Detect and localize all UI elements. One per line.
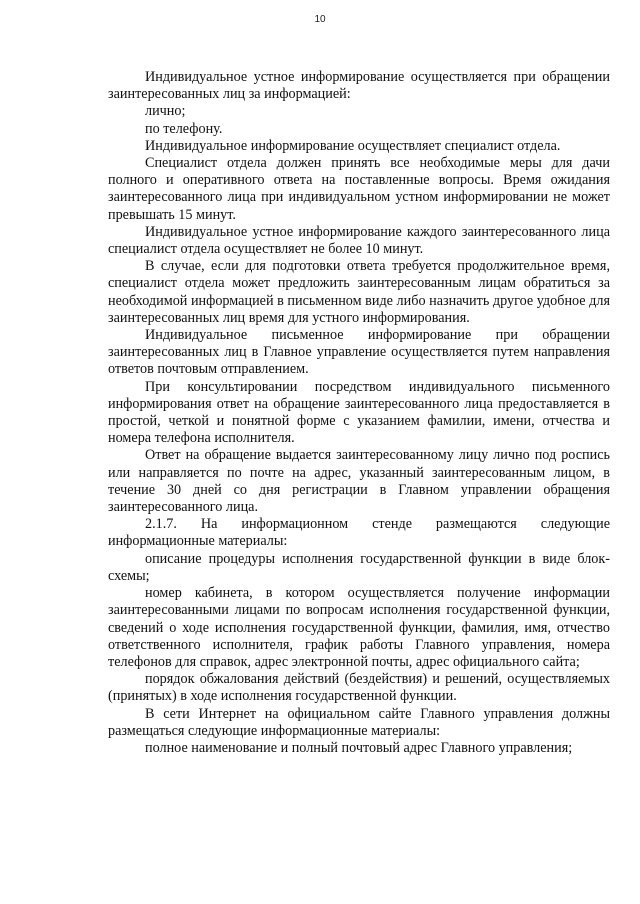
paragraph: В случае, если для подготовки ответа требуется продолжительное время, специалист отдела может предложить заинтересованным лицам обратиться за необходимой информацией в письменном виде либо назначить другое удобное для заинтересованных лиц время для устного информирования. bbox=[108, 258, 610, 326]
list-item: лично; bbox=[145, 103, 186, 120]
paragraph: Ответ на обращение выдается заинтересованному лицу лично под роспись или направляется по почте на адрес, указанный заинтересованным лицом, в течение 30 дней со дня регистрации в Главном управлении обращения заинтересованного лица. bbox=[108, 447, 610, 516]
document-body bbox=[108, 69, 610, 757]
paragraph: Индивидуальное информирование осуществляет специалист отдела. bbox=[145, 137, 561, 154]
list-item: по телефону. bbox=[145, 120, 223, 137]
list-item: номер кабинета, в котором осуществляется получение информации заинтересованными лицами по вопросам исполнения государственной функции, сведений о ходе исполнения государственной функции, фамилия, имя, отчество ответственного исполнителя, график работы Главного управления, номера телефонов для справок, адрес электронной почты, адрес официального сайта; bbox=[108, 585, 610, 670]
list-item: полное наименование и полный почтовый адрес Главного управления; bbox=[145, 739, 573, 756]
paragraph: В сети Интернет на официальном сайте Главного управления должны размещаться следующие информационные материалы: bbox=[108, 705, 610, 739]
paragraph: Индивидуальное письменное информирование при обращении заинтересованных лиц в Главное управление осуществляется путем направления ответов почтовым отправлением. bbox=[108, 327, 610, 378]
page-number: 10 bbox=[314, 14, 326, 25]
paragraph: Индивидуальное устное информирование осуществляется при обращении заинтересованных лиц за информацией: bbox=[108, 69, 610, 103]
section-heading-paragraph: 2.1.7. На информационном стенде размещаются следующие информационные материалы: bbox=[108, 516, 610, 550]
paragraph: Специалист отдела должен принять все необходимые меры для дачи полного и оперативного ответа на поставленные вопросы. Время ожидания заинтересованного лица при индивидуальном устном информировании не может превышать 15 минут. bbox=[108, 155, 610, 223]
paragraph: При консультировании посредством индивидуального письменного информирования ответ на обращение заинтересованного лица предоставляется в простой, четкой и понятной форме с указанием фамилии, имени, отчества и номера телефона исполнителя. bbox=[108, 378, 610, 447]
paragraph: Индивидуальное устное информирование каждого заинтересованного лица специалист отдела осуществляет не более 10 минут. bbox=[108, 223, 610, 258]
list-item: порядок обжалования действий (бездействия) и решений, осуществляемых (принятых) в ходе исполнения государственной функции. bbox=[108, 671, 610, 705]
list-item: описание процедуры исполнения государственной функции в виде блок-схемы; bbox=[108, 550, 610, 584]
